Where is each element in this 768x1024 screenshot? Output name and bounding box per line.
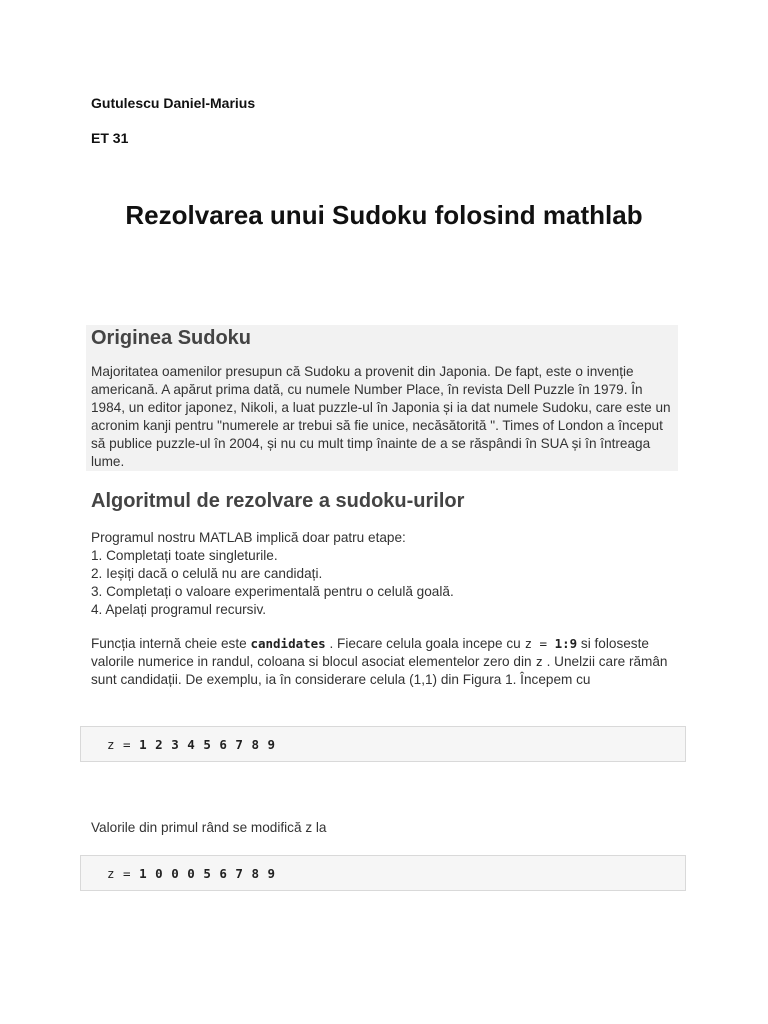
steps-intro: Programul nostru MATLAB implică doar patru etape: xyxy=(91,530,406,545)
func-text-2: . Fiecare celula goala incepe cu xyxy=(325,636,525,651)
step-item: 1. Completați toate singleturile. xyxy=(91,548,278,563)
code-line-2 xyxy=(107,866,276,881)
func-text-4: . Unelzii care rămân sunt candidații. De exemplu, ia în considerare celula (1,1) din Figura 1. Începem cu xyxy=(91,654,668,687)
code-values: 1 0 0 0 5 6 7 8 9 xyxy=(139,866,276,881)
document-title: Rezolvarea unui Sudoku folosind mathlab xyxy=(125,200,643,230)
code-values: 1 2 3 4 5 6 7 8 9 xyxy=(139,737,276,752)
origin-section xyxy=(86,325,678,471)
z-code: z xyxy=(535,654,543,669)
step-item: 3. Completați o valoare experimentală pentru o celulă goală. xyxy=(91,584,454,599)
z-assign-code: z = xyxy=(524,636,555,651)
func-text-3: si foloseste valorile numerice in randul, coloana si blocul asociat elementelor zero din xyxy=(91,636,649,669)
code-prefix: z = xyxy=(107,866,140,881)
range-code: 1:9 xyxy=(554,636,578,651)
author-name: Gutulescu Daniel-Marius xyxy=(91,95,256,111)
valori-paragraph: Valorile din primul rând se modifică z la xyxy=(91,820,327,835)
code-block-1 xyxy=(80,726,686,762)
candidates-code: candidates xyxy=(250,636,326,651)
function-paragraph xyxy=(91,635,681,689)
code-line-1 xyxy=(107,737,276,752)
code-prefix: z = xyxy=(107,737,140,752)
origin-paragraph: Majoritatea oamenilor presupun că Sudoku a provenit din Japonia. De fapt, este o invenție americană. A apărut prima dată, cu numele Number Place, în revista Dell Puzzle în 1979. În 1984, un editor japonez, Nikoli, a luat puzzle-ul în Japonia și ia dat numele Sudoku, care este un acronim kanji pentru "numerele ar trebui să fie unice, necăsătorită ". Times of London a început să publice puzzle-ul în 2004, și nu cu mult timp înainte de a se răspândi în SUA și în întreaga lume. xyxy=(91,364,671,469)
group-label: ET 31 xyxy=(91,130,129,146)
steps-list xyxy=(91,529,454,619)
code-block-2 xyxy=(80,855,686,891)
step-item: 2. Ieșiți dacă o celulă nu are candidați. xyxy=(91,566,323,581)
algorithm-heading: Algoritmul de rezolvare a sudoku-urilor xyxy=(91,490,465,512)
func-text-1: Funcția internă cheie este xyxy=(91,636,251,651)
origin-heading: Originea Sudoku xyxy=(91,327,252,349)
step-item: 4. Apelați programul recursiv. xyxy=(91,602,267,617)
